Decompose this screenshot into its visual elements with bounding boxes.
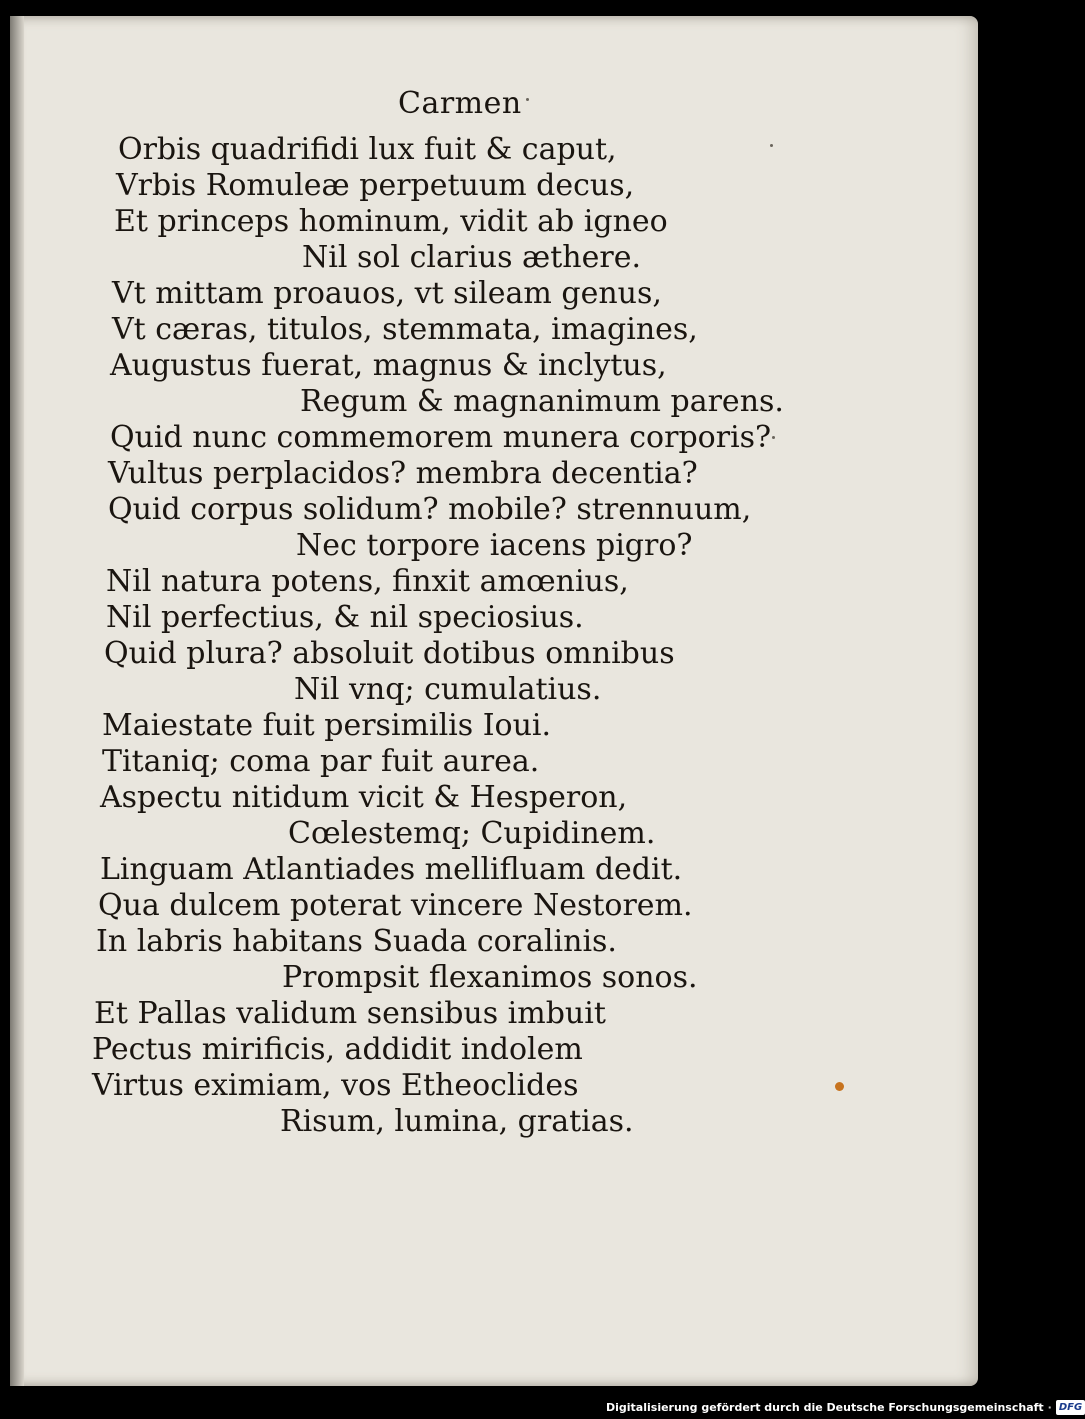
verse-line: Et Pallas validum sensibus imbuit	[94, 996, 606, 1031]
footer-separator: ·	[1047, 1400, 1052, 1414]
verse-line: Aspectu nitidum vicit & Hesperon,	[100, 780, 628, 815]
verse-line: Pectus mirificis, addidit indolem	[92, 1032, 583, 1067]
verse-line: Orbis quadrifidi lux fuit & caput,	[118, 132, 617, 167]
verse-line: Regum & magnanimum parens.	[300, 384, 784, 419]
verse-line: Qua dulcem poterat vincere Nestorem.	[98, 888, 693, 923]
verse-line: Linguam Atlantiades mellifluam dedit.	[100, 852, 683, 887]
dfg-logo-icon: DFG	[1056, 1400, 1085, 1415]
verse-line: Augustus fuerat, magnus & inclytus,	[110, 348, 667, 383]
verse-line: Maiestate fuit persimilis Ioui.	[102, 708, 552, 743]
verse-line: Quid plura? absoluit dotibus omnibus	[104, 636, 675, 671]
verse-line: Vultus perplacidos? membra decentia?	[108, 456, 698, 491]
verse-line: In labris habitans Suada coralinis.	[96, 924, 617, 959]
paper-speck	[772, 436, 775, 439]
verse-line: Quid corpus solidum? mobile? strennuum,	[108, 492, 752, 527]
verse-line: Nil sol clarius æthere.	[302, 240, 641, 275]
verse-line: Et princeps hominum, vidit ab igneo	[114, 204, 668, 239]
verse-line: Cœlestemq; Cupidinem.	[288, 816, 656, 851]
verse-line: Nil natura potens, finxit amœnius,	[106, 564, 629, 599]
verse-line: Nec torpore iacens pigro?	[296, 528, 693, 563]
verse-line: Vt cæras, titulos, stemmata, imagines,	[112, 312, 698, 347]
paper-speck	[526, 98, 529, 101]
verse-line: Risum, lumina, gratias.	[280, 1104, 634, 1139]
footer-text: Digitalisierung gefördert durch die Deutsche Forschungsgemeinschaft	[606, 1400, 1044, 1414]
verse-line: Vt mittam proauos, vt sileam genus,	[112, 276, 662, 311]
verse-line: Vrbis Romuleæ perpetuum decus,	[116, 168, 635, 203]
verse-line: Prompsit flexanimos sonos.	[282, 960, 698, 995]
verse-line: Nil vnq; cumulatius.	[294, 672, 602, 707]
paper-speck	[770, 144, 773, 147]
footer-credit	[606, 1398, 1085, 1416]
verse-line: Quid nunc commemorem munera corporis?	[110, 420, 772, 455]
book-page	[10, 16, 978, 1386]
page-header: Carmen	[398, 86, 522, 121]
verse-line: Titaniq; coma par fuit aurea.	[102, 744, 540, 779]
paper-stain	[835, 1082, 844, 1091]
verse-line: Virtus eximiam, vos Etheoclides	[92, 1068, 579, 1103]
verse-line: Nil perfectius, & nil speciosius.	[106, 600, 584, 635]
